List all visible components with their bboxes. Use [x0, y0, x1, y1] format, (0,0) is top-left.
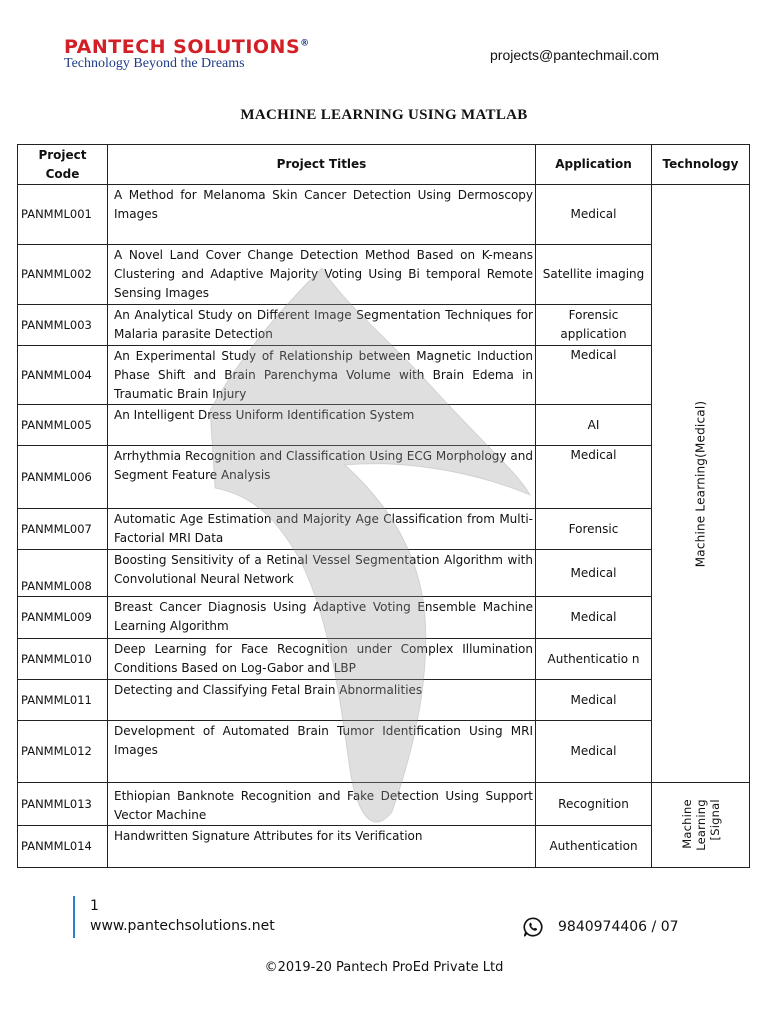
company-logo [64, 36, 310, 72]
project-application: Forensic application [536, 305, 652, 346]
page-number: 1 [90, 898, 99, 914]
table-row [18, 826, 750, 868]
project-code: PANMML013 [18, 783, 108, 826]
project-application: Authenticatio n [536, 639, 652, 680]
project-application: Medical [536, 680, 652, 721]
project-title: Detecting and Classifying Fetal Brain Abnormalities [108, 680, 536, 721]
project-title: Deep Learning for Face Recognition under Complex Illumination Conditions Based on Log-Gabor and LBP [108, 639, 536, 680]
project-title: A Method for Melanoma Skin Cancer Detection Using Dermoscopy Images [108, 185, 536, 245]
project-title: Breast Cancer Diagnosis Using Adaptive Voting Ensemble Machine Learning Algorithm [108, 597, 536, 639]
header-technology: Technology [652, 145, 750, 185]
table-row [18, 783, 750, 826]
project-code: PANMML011 [18, 680, 108, 721]
project-title: Automatic Age Estimation and Majority Age Classification from Multi-Factorial MRI Data [108, 509, 536, 550]
project-application: Medical [536, 550, 652, 597]
technology-label-signal: Machine Learning [Signal [679, 799, 722, 851]
header-application: Application [536, 145, 652, 185]
logo-wordmark: PANTECH SOLUTIONS® [64, 36, 310, 58]
project-code: PANMML014 [18, 826, 108, 868]
project-application: AI [536, 405, 652, 446]
project-code: PANMML002 [18, 245, 108, 305]
project-title: An Experimental Study of Relationship between Magnetic Induction Phase Shift and Brain Parenchyma Volume with Brain Edema in Traumatic Brain Injury [108, 346, 536, 405]
technology-group-signal [652, 783, 750, 868]
project-code: PANMML005 [18, 405, 108, 446]
table-row [18, 550, 750, 597]
table-row [18, 639, 750, 680]
table-row [18, 721, 750, 783]
contact-phone [522, 916, 679, 938]
logo-tagline: Technology Beyond the Dreams [64, 56, 245, 71]
project-code: PANMML006 [18, 446, 108, 509]
header-email[interactable]: projects@pantechmail.com [490, 47, 660, 63]
technology-label-medical: Machine Learning(Medical) [693, 400, 707, 567]
projects-table [17, 144, 750, 868]
header-project-code: Project Code [18, 145, 108, 185]
project-title: Boosting Sensitivity of a Retinal Vessel Segmentation Algorithm with Convolutional Neural Network [108, 550, 536, 597]
technology-group-medical [652, 185, 750, 783]
project-title: Arrhythmia Recognition and Classification Using ECG Morphology and Segment Feature Analysis [108, 446, 536, 509]
table-row [18, 405, 750, 446]
document-title: MACHINE LEARNING USING MATLAB [240, 107, 528, 123]
header-project-titles: Project Titles [108, 145, 536, 185]
table-row [18, 509, 750, 550]
table-row [18, 185, 750, 245]
table-row [18, 446, 750, 509]
project-application: Medical [536, 185, 652, 245]
project-application: Medical [536, 721, 652, 783]
table-row [18, 245, 750, 305]
project-code: PANMML001 [18, 185, 108, 245]
project-application: Recognition [536, 783, 652, 826]
table-header-row [18, 145, 750, 185]
project-application: Medical [536, 446, 652, 509]
copyright-notice: ©2019-20 Pantech ProEd Private Ltd [264, 960, 504, 975]
project-application: Forensic [536, 509, 652, 550]
table-row [18, 305, 750, 346]
project-application: Medical [536, 346, 652, 405]
website-link[interactable]: www.pantechsolutions.net [90, 918, 275, 934]
table-row [18, 680, 750, 721]
project-code: PANMML004 [18, 346, 108, 405]
project-application: Authentication [536, 826, 652, 868]
project-code: PANMML003 [18, 305, 108, 346]
project-code: PANMML008 [18, 550, 108, 597]
phone-number[interactable]: 9840974406 / 07 [558, 919, 679, 935]
project-code: PANMML007 [18, 509, 108, 550]
project-code: PANMML012 [18, 721, 108, 783]
project-application: Medical [536, 597, 652, 639]
project-title: A Novel Land Cover Change Detection Method Based on K-means Clustering and Adaptive Majority Voting Using Bi temporal Remote Sensing Images [108, 245, 536, 305]
project-title: An Analytical Study on Different Image Segmentation Techniques for Malaria parasite Detection [108, 305, 536, 346]
project-title: Handwritten Signature Attributes for its Verification [108, 826, 536, 868]
table-row [18, 597, 750, 639]
project-application: Satellite imaging [536, 245, 652, 305]
project-title: Development of Automated Brain Tumor Identification Using MRI Images [108, 721, 536, 783]
project-code: PANMML009 [18, 597, 108, 639]
project-title: An Intelligent Dress Uniform Identification System [108, 405, 536, 446]
table-row [18, 346, 750, 405]
footer-accent-bar [73, 896, 75, 938]
project-title: Ethiopian Banknote Recognition and Fake Detection Using Support Vector Machine [108, 783, 536, 826]
project-code: PANMML010 [18, 639, 108, 680]
whatsapp-icon [522, 916, 544, 938]
